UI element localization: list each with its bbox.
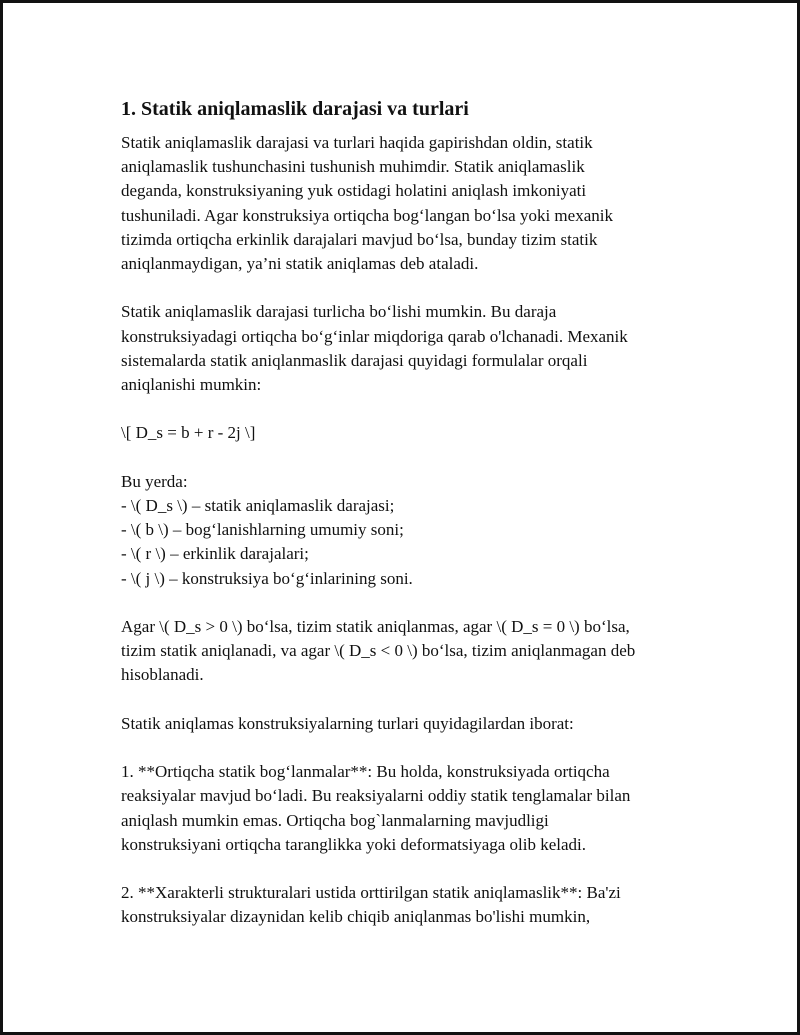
list-item: - \( b \) – bog‘lanishlarning umumiy soni;: [121, 520, 404, 540]
list-item: - \( D_s \) – statik aniqlamaslik darajasi;: [121, 496, 395, 515]
paragraph-spacer: [121, 857, 721, 881]
text-line: aniqlamaslik tushunchasini tushunish muhimdir. Statik aniqlamaslik: [121, 157, 585, 177]
text-line: Statik aniqlamas konstruksiyalarning turlari quyidagilardan iborat:: [121, 713, 574, 733]
type-item-1: [121, 760, 721, 857]
text-line: konstruksiyalar dizaynidan kelib chiqib aniqlanmas bo'lishi mumkin,: [121, 907, 591, 927]
list-item: - \( j \) – konstruksiya bo‘g‘inlarining soni.: [121, 568, 413, 588]
list-item: - \( r \) – erkinlik darajalari;: [121, 544, 309, 564]
text-line: aniqlash mumkin emas. Ortiqcha bog`lanmalarning mavjudligi: [121, 810, 549, 830]
text-line: 2. **Xarakterli strukturalari ustida orttirilgan statik aniqlamaslik**: Ba'zi: [121, 883, 621, 903]
text-line: konstruksiyadagi ortiqcha bo‘g‘inlar miqdoriga qarab o'lchanadi. Mexanik: [121, 326, 628, 346]
section-heading: 1. Statik aniqlamaslik darajasi va turlari: [121, 98, 469, 120]
text-line: sistemalarda statik aniqlanmaslik darajasi quyidagi formulalar orqali: [121, 350, 588, 370]
text-line: deganda, konstruksiyaning yuk ostidagi holatini aniqlash imkoniyati: [121, 181, 587, 201]
paragraph-spacer: [121, 591, 721, 615]
formula: [121, 421, 721, 445]
text-line: hisoblanadi.: [121, 665, 204, 685]
text-line: 1. **Ortiqcha statik bog‘lanmalar**: Bu holda, konstruksiyada ortiqcha: [121, 762, 610, 782]
type-item-2: [121, 881, 721, 929]
paragraph-types-intro: [121, 712, 721, 736]
document-body: [121, 95, 721, 930]
text-line: Bu yerda:: [121, 471, 188, 491]
paragraph-spacer: [121, 276, 721, 300]
text-line: tushuniladi. Agar konstruksiya ortiqcha bog‘langan bo‘lsa yoki mexanik: [121, 205, 613, 225]
text-line: aniqlanmaydigan, ya’ni statik aniqlamas deb ataladi.: [121, 254, 479, 274]
text-line: Statik aniqlamaslik darajasi turlicha bo‘lishi mumkin. Bu daraja: [121, 302, 557, 322]
text-line: konstruksiyani ortiqcha taranglikka yoki deformatsiyaga olib keladi.: [121, 834, 587, 854]
text-line: tizim statik aniqlanadi, va agar \( D_s < 0 \) bo‘lsa, tizim aniqlanmagan deb: [121, 641, 636, 661]
text-line: Statik aniqlamaslik darajasi va turlari haqida gapirishdan oldin, statik: [121, 133, 593, 152]
text-line: aniqlanishi mumkin:: [121, 375, 262, 395]
text-line: reaksiyalar mavjud bo‘ladi. Bu reaksiyalarni oddiy statik tenglamalar bilan: [121, 786, 631, 806]
paragraph-spacer: [121, 736, 721, 760]
paragraph-intro: [121, 131, 721, 276]
paragraph-conditions: [121, 615, 721, 688]
text-line: tizimda ortiqcha erkinlik darajalari mavjud bo‘lsa, bunday tizim statik: [121, 229, 598, 249]
paragraph-spacer: [121, 397, 721, 421]
variable-definitions: [121, 470, 721, 591]
formula-line: \[ D_s = b + r - 2j \]: [121, 423, 256, 443]
paragraph-spacer: [121, 446, 721, 470]
paragraph-degree: [121, 300, 721, 397]
paragraph-spacer: [121, 688, 721, 712]
text-line: Agar \( D_s > 0 \) bo‘lsa, tizim statik aniqlanmas, agar \( D_s = 0 \) bo‘lsa,: [121, 617, 630, 636]
